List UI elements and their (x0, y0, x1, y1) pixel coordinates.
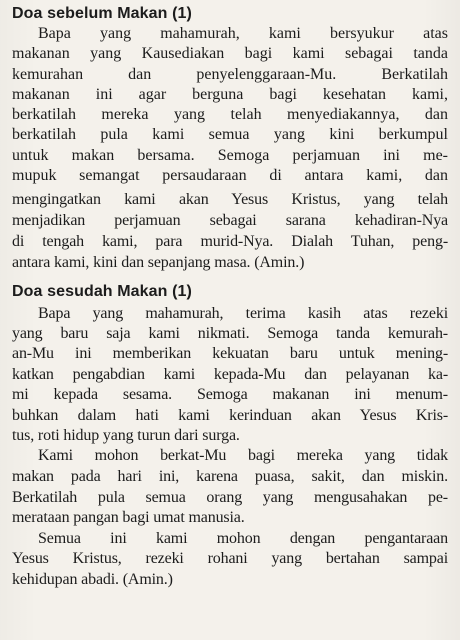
text-line: di tengah kami, para murid-Nya. Dialah Tuhan, peng- (12, 232, 448, 250)
text-line: mi kepada sesama. Semoga makanan ini menum- (12, 386, 448, 404)
text-line: buhkan dalam hati kami kerinduan akan Yesus Kris- (12, 406, 448, 424)
text-line: berkatilah mereka yang telah menyediakannya, dan (12, 106, 448, 124)
section-title: Doa sesudah Makan (1) (12, 282, 192, 300)
paragraph (12, 24, 448, 186)
text-line: menjadikan perjamuan sebagai sarana kehadiran-Nya (12, 212, 448, 230)
doa-sesudah-makan-section (12, 282, 448, 591)
text-line: kemurahan dan penyelenggaraan-Mu. Berkatilah (12, 65, 448, 83)
paragraph (12, 190, 448, 273)
text-line: Berkatilah pula semua orang yang mengusahakan pe- (12, 488, 448, 506)
paragraph (12, 304, 448, 447)
text-line: merataan pangan bagi umat manusia. (12, 509, 245, 527)
text-line: Kami mohon berkat-Mu bagi mereka yang tidak (38, 447, 448, 465)
paragraph (12, 529, 448, 591)
text-line: makanan yang Kausediakan bagi kami sebagai tanda (12, 45, 448, 63)
text-line: makanan ini agar berguna bagi kesehatan kami, (12, 85, 448, 103)
paragraph (12, 446, 448, 528)
text-line: Yesus Kristus, rezeki rohani yang bertahan sampai (12, 550, 448, 568)
text-line: makan pada hari ini, karena puasa, sakit, dan miskin. (12, 468, 448, 485)
text-line: untuk makan bersama. Semoga perjamuan ini me- (12, 146, 448, 164)
text-line: Semua ini kami mohon dengan pengantaraan (38, 529, 448, 547)
text-line: yang baru saja kami nikmati. Semoga tanda kemurah- (12, 324, 448, 342)
text-line: katkan pengabdian kami kepada-Mu dan pelayanan ka- (12, 365, 448, 383)
text-line: mengingatkan kami akan Yesus Kristus, yang telah (12, 191, 448, 209)
text-line: kehidupan abadi. (Amin.) (12, 570, 173, 588)
section-title: Doa sebelum Makan (1) (12, 5, 192, 22)
text-line: Bapa yang mahamurah, terima kasih atas rezeki (38, 304, 448, 322)
text-line: Bapa yang mahamurah, kami bersyukur atas (38, 25, 448, 42)
text-line: an-Mu ini memberikan kekuatan baru untuk mening- (12, 345, 448, 363)
text-line: antara kami, kini dan sepanjang masa. (Amin.) (12, 253, 305, 271)
doa-sebelum-makan-section (12, 4, 448, 274)
text-line: mupuk semangat persaudaraan di antara kami, dan (12, 167, 448, 185)
text-line: berkatilah pula kami semua yang kini berkumpul (12, 126, 448, 144)
text-line: tus, roti hidup yang turun dari surga. (12, 427, 240, 444)
